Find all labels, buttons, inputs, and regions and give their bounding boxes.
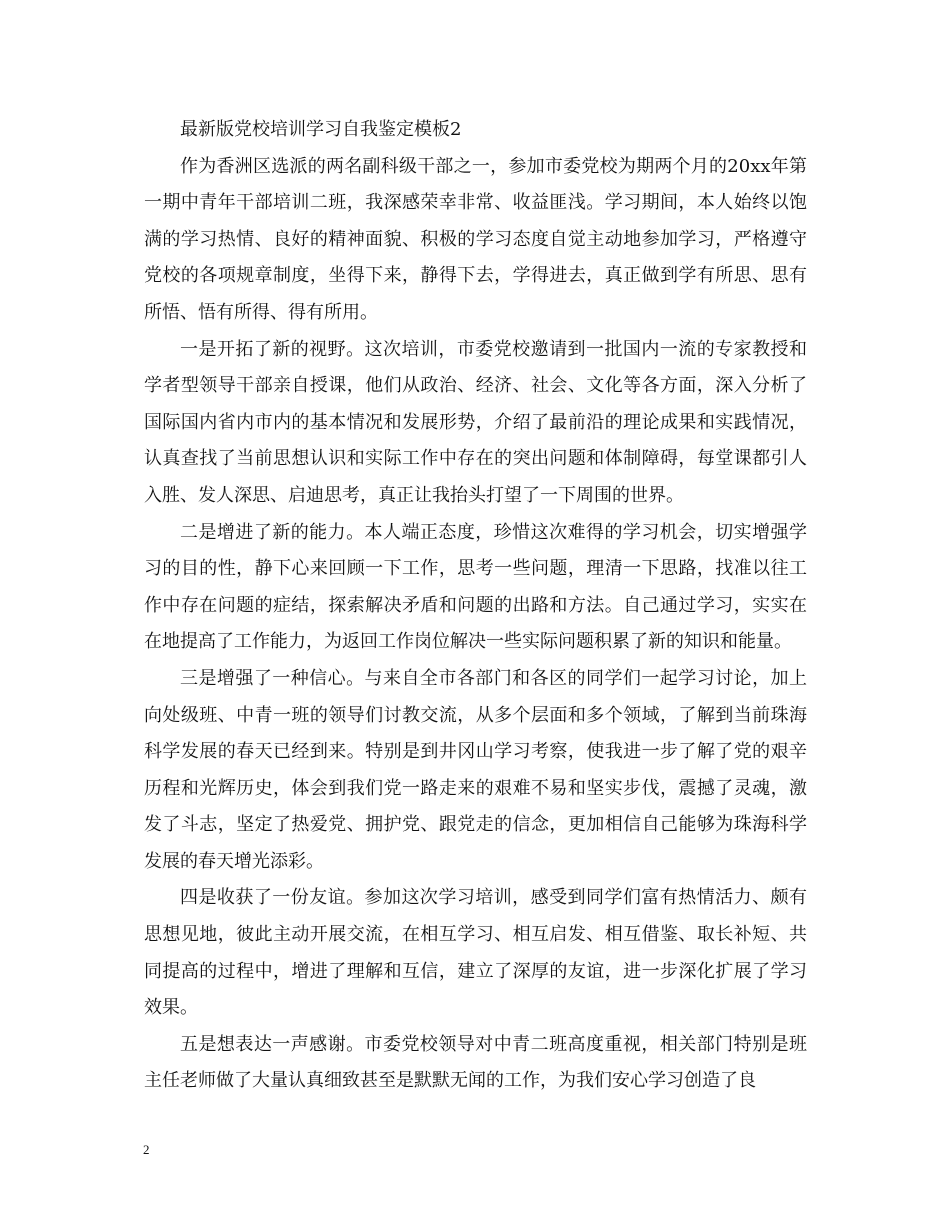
paragraph-intro: 作为香洲区选派的两名副科级干部之一，参加市委党校为期两个月的20xx年第一期中青年干部培训二班，我深感荣幸非常、收益匪浅。学习期间，本人始终以饱满的学习热情、良好的精神面貌、积极的学习态度自觉主动地参加学习，严格遵守党校的各项规章制度，坐得下来，静得下去，学得进去，真正做到学有所思、思有所悟、悟有所得、得有所用。 bbox=[144, 155, 807, 323]
paragraph-point-1: 一是开拓了新的视野。这次培训，市委党校邀请到一批国内一流的专家教授和学者型领导干部亲自授课，他们从政治、经济、社会、文化等各方面，深入分析了国际国内省内市内的基本情况和发展形势，介绍了最前沿的理论成果和实践情况，认真查找了当前思想认识和实际工作中存在的突出问题和体制障碍，每堂课都引人入胜、发人深思、启迪思考，真正让我抬头打望了一下周围的世界。 bbox=[144, 338, 807, 506]
paragraph-point-3: 三是增强了一种信心。与来自全市各部门和各区的同学们一起学习讨论，加上向处级班、中青一班的领导们讨教交流，从多个层面和多个领域，了解到当前珠海科学发展的春天已经到来。特别是到井冈山学习考察，使我进一步了解了党的艰辛历程和光辉历史，体会到我们党一路走来的艰难不易和坚实步伐，震撼了灵魂，激发了斗志，坚定了热爱党、拥护党、跟党走的信念，更加相信自己能够为珠海科学发展的春天增光添彩。 bbox=[144, 667, 807, 872]
paragraph-point-2: 二是增进了新的能力。本人端正态度，珍惜这次难得的学习机会，切实增强学习的目的性，静下心来回顾一下工作，思考一些问题，理清一下思路，找准以往工作中存在问题的症结，探索解决矛盾和问题的出路和方法。自己通过学习，实实在在地提高了工作能力，为返回工作岗位解决一些实际问题积累了新的知识和能量。 bbox=[144, 521, 807, 653]
document-page bbox=[144, 112, 807, 1100]
page-number: 2 bbox=[143, 1142, 150, 1157]
paragraph-point-4: 四是收获了一份友谊。参加这次学习培训，感受到同学们富有热情活力、颇有思想见地，彼此主动开展交流，在相互学习、相互启发、相互借鉴、取长补短、共同提高的过程中，增进了理解和互信，建立了深厚的友谊，进一步深化扩展了学习效果。 bbox=[144, 887, 807, 1019]
document-title: 最新版党校培训学习自我鉴定模板2 bbox=[180, 119, 462, 140]
paragraph-point-5: 五是想表达一声感谢。市委党校领导对中青二班高度重视，相关部门特别是班主任老师做了大量认真细致甚至是默默无闻的工作，为我们安心学习创造了良 bbox=[144, 1033, 807, 1092]
